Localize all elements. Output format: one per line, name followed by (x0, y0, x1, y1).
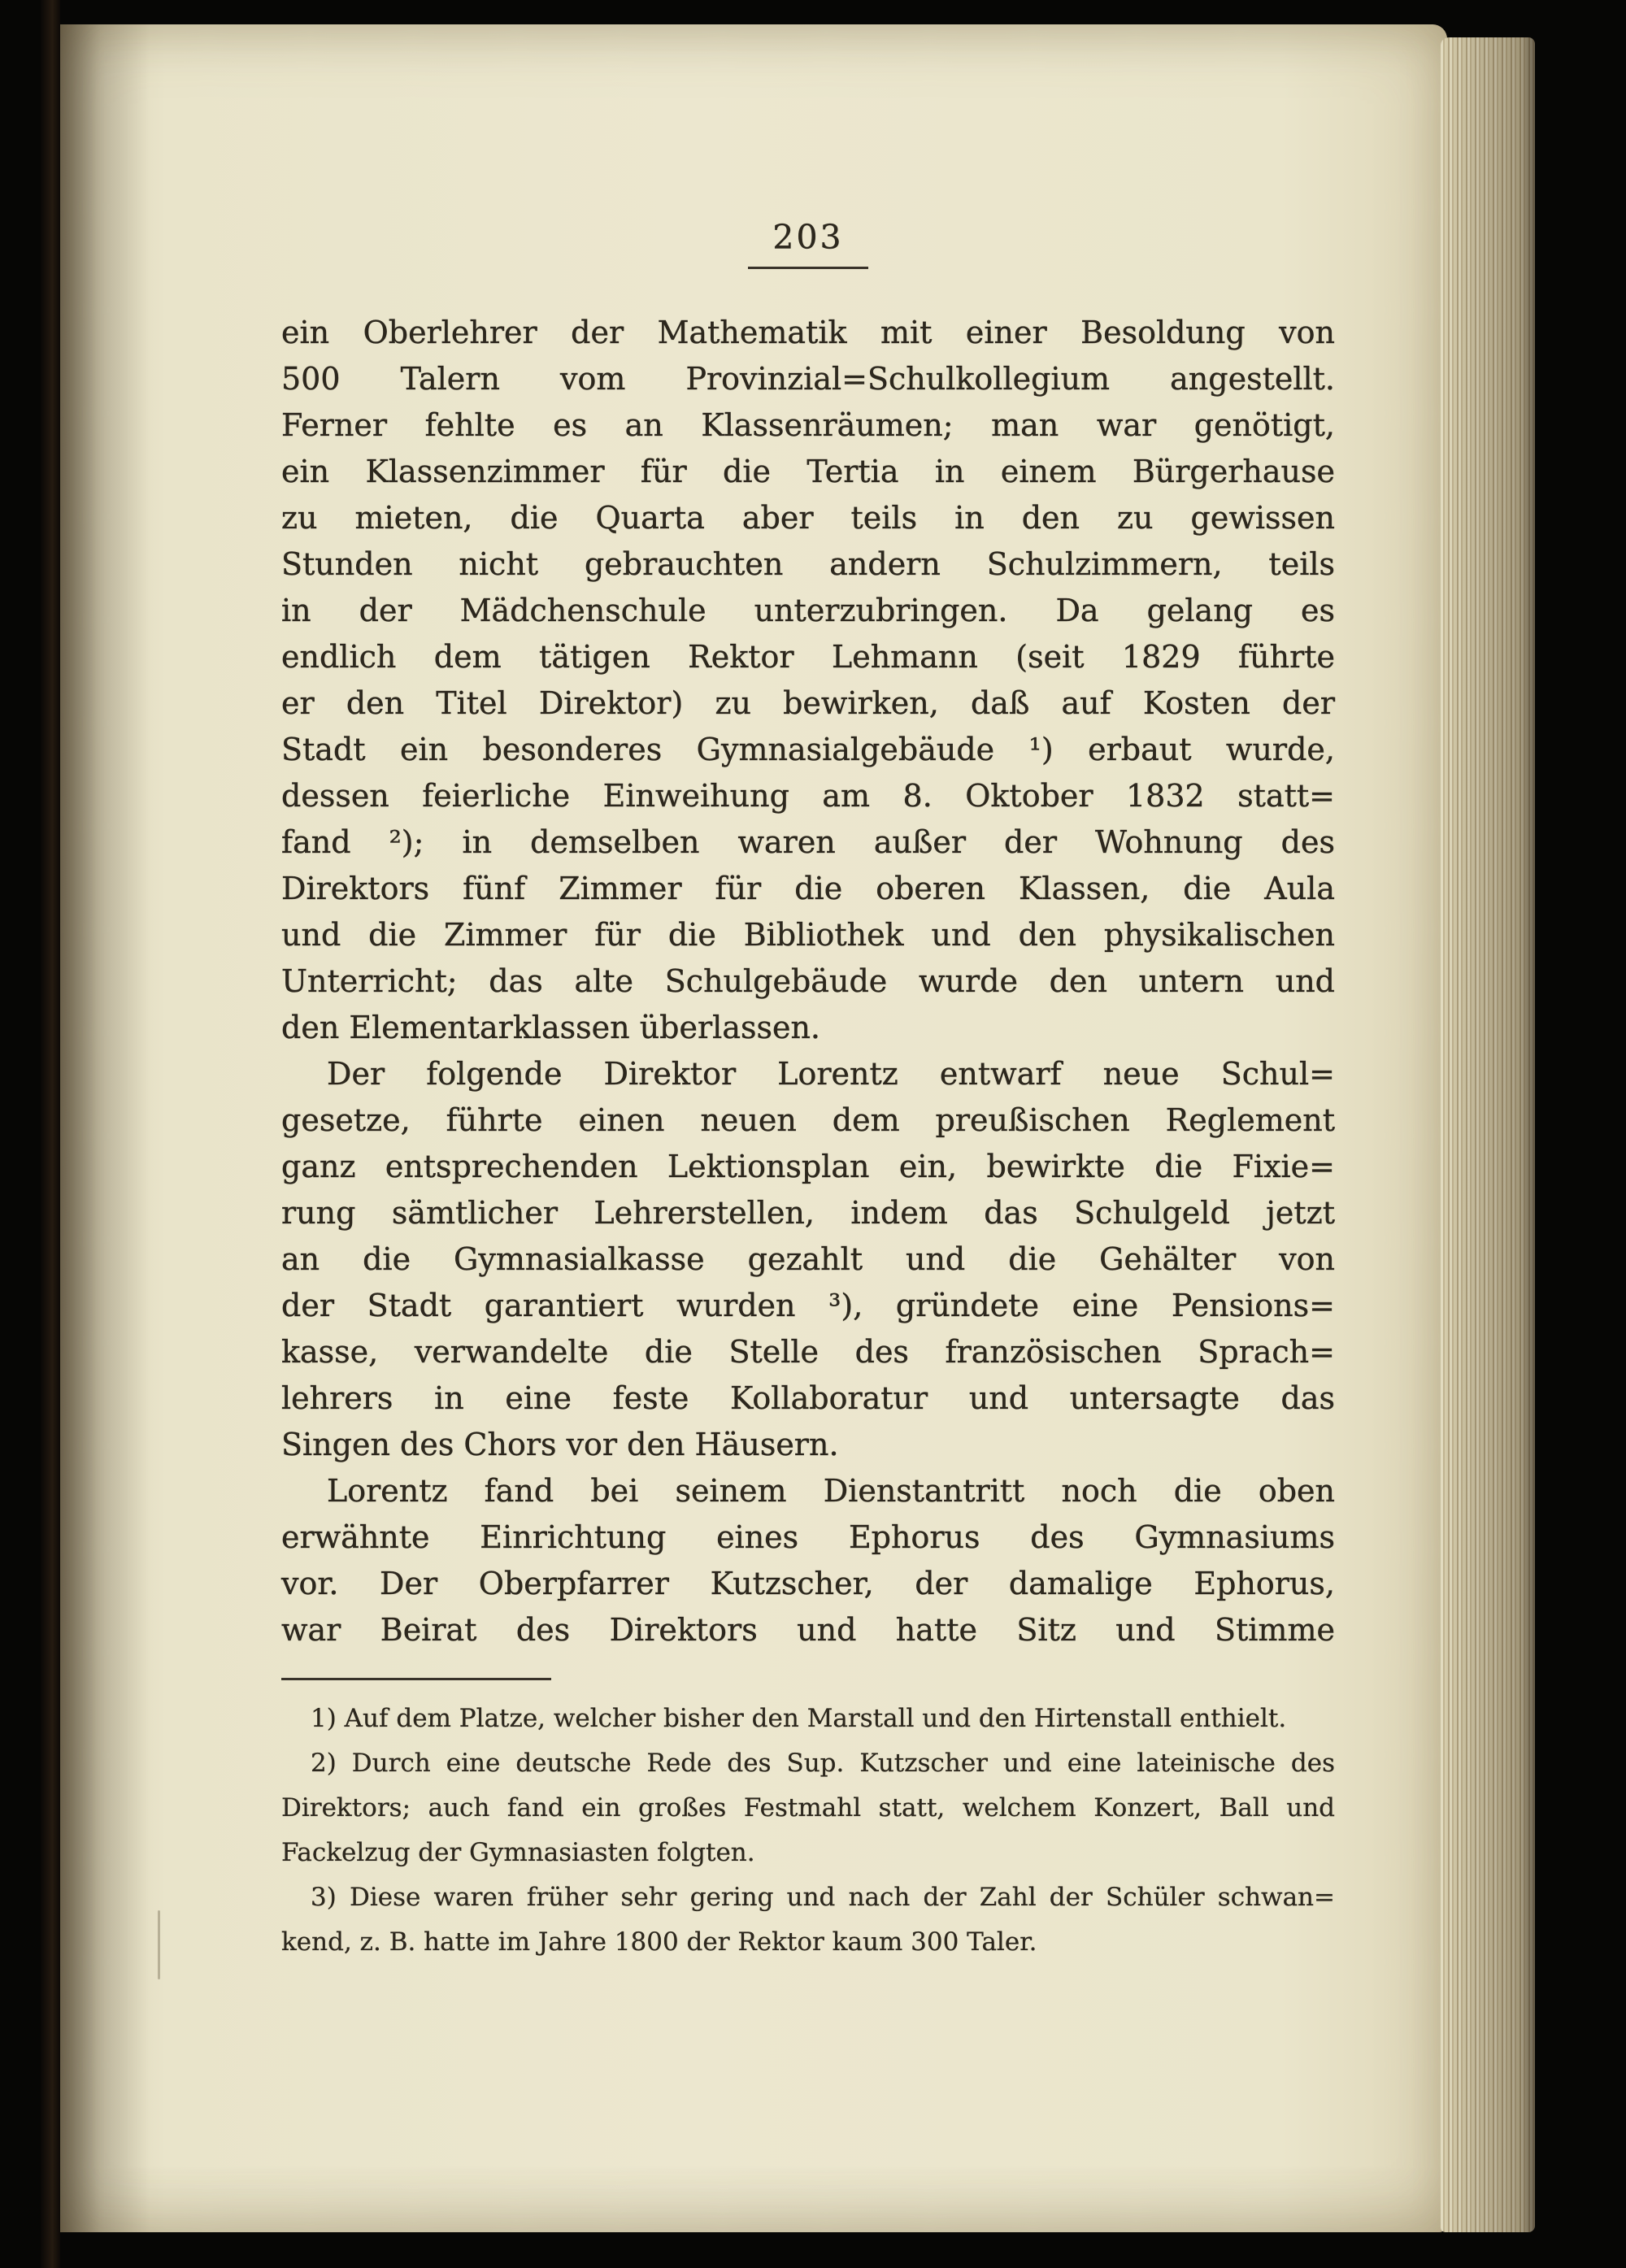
text-line: Lorentz fand bei seinem Dienstantritt noch die oben (327, 1473, 1335, 1509)
book-cover-edge (41, 0, 60, 2268)
text-line: Unterricht; das alte Schulgebäude wurde den untern und (281, 963, 1335, 999)
text-line: war Beirat des Direktors und hatte Sitz und Stimme (281, 1612, 1335, 1648)
text-line: ganz entsprechenden Lektionsplan ein, bewirkte die Fixie= (281, 1149, 1335, 1184)
text-line: Fackelzug der Gymnasiasten folgten. (281, 1838, 755, 1867)
gutter-shadow (60, 24, 150, 2232)
book-binding (1535, 0, 1616, 2268)
paragraph (281, 1468, 1335, 1653)
text-line: rung sämtlicher Lehrerstellen, indem das Schulgeld jetzt (281, 1195, 1335, 1231)
page-number: 203 (748, 218, 867, 269)
text-line: 2) Durch eine deutsche Rede des Sup. Kutzscher und eine lateinische des (311, 1749, 1335, 1778)
text-line: dessen feierliche Einweihung am 8. Oktober 1832 statt= (281, 778, 1335, 814)
text-line: erwähnte Einrichtung eines Ephorus des Gymnasiums (281, 1519, 1335, 1555)
text-line: Direktors; auch fand ein großes Festmahl statt, welchem Konzert, Ball und (281, 1793, 1335, 1823)
page-fore-edge-stack (1441, 37, 1535, 2232)
paragraph (281, 1051, 1335, 1468)
footnote (281, 1697, 1335, 1741)
text-line: gesetze, führte einen neuen dem preußischen Reglement (281, 1102, 1335, 1138)
footnotes (281, 1697, 1335, 1965)
text-line: 3) Diese waren früher sehr gering und nach der Zahl der Schüler schwan= (311, 1883, 1335, 1912)
book-page (60, 24, 1447, 2232)
footnote (281, 1741, 1335, 1875)
text-line: ein Klassenzimmer für die Tertia in einem Bürgerhause (281, 454, 1335, 489)
text-line: Stadt ein besonderes Gymnasialgebäude ¹) erbaut wurde, (281, 732, 1335, 767)
text-line: an die Gymnasialkasse gezahlt und die Gehälter von (281, 1241, 1335, 1277)
text-line: 1) Auf dem Platze, welcher bisher den Marstall und den Hirtenstall enthielt. (311, 1704, 1287, 1733)
text-line: Direktors fünf Zimmer für die oberen Klassen, die Aula (281, 871, 1335, 906)
text-line: Singen des Chors vor den Häusern. (281, 1427, 839, 1462)
text-line: lehrers in eine feste Kollaboratur und untersagte das (281, 1380, 1335, 1416)
text-block (281, 24, 1335, 1965)
text-line: Der folgende Direktor Lorentz entwarf neue Schul= (327, 1056, 1335, 1092)
text-line: 500 Talern vom Provinzial=Schulkollegium angestellt. (281, 361, 1335, 397)
text-line: zu mieten, die Quarta aber teils in den zu gewissen (281, 500, 1335, 536)
text-line: vor. Der Oberpfarrer Kutzscher, der damalige Ephorus, (281, 1566, 1335, 1601)
text-line: kasse, verwandelte die Stelle des französischen Sprach= (281, 1334, 1335, 1370)
text-line: in der Mädchenschule unterzubringen. Da gelang es (281, 593, 1335, 628)
footnote (281, 1875, 1335, 1965)
text-line: fand ²); in demselben waren außer der Wohnung des (281, 824, 1335, 860)
main-text (281, 310, 1335, 1653)
text-line: und die Zimmer für die Bibliothek und den physikalischen (281, 917, 1335, 953)
text-line: den Elementarklassen überlassen. (281, 1010, 821, 1045)
text-line: Stunden nicht gebrauchten andern Schulzimmern, teils (281, 546, 1335, 582)
text-line: Ferner fehlte es an Klassenräumen; man war genötigt, (281, 407, 1335, 443)
text-line: der Stadt garantiert wurden ³), gründete eine Pensions= (281, 1288, 1335, 1323)
text-line: kend, z. B. hatte im Jahre 1800 der Rektor kaum 300 Taler. (281, 1927, 1037, 1957)
text-line: ein Oberlehrer der Mathematik mit einer Besoldung von (281, 315, 1335, 350)
text-line: endlich dem tätigen Rektor Lehmann (seit 1829 führte (281, 639, 1335, 675)
paper-scratch-mark (158, 1910, 160, 1979)
paragraph (281, 310, 1335, 1051)
text-line: er den Titel Direktor) zu bewirken, daß auf Kosten der (281, 685, 1335, 721)
footnote-separator-rule (281, 1678, 551, 1680)
